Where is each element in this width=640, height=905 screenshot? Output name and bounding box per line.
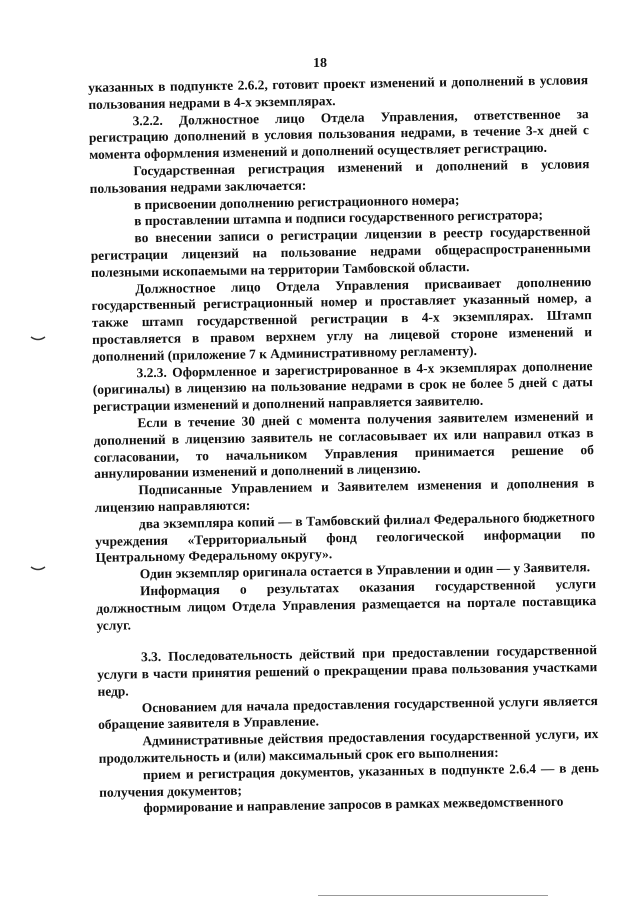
paragraph: прием и регистрация документов, указанных в подпункте 2.6.4 — в день получения документов; [99, 759, 599, 800]
page-number: 18 [313, 56, 327, 71]
page-bottom-line [318, 895, 548, 896]
paragraph: 3.2.2. Должностное лицо Отдела Управления, ответственное за регистрацию дополнений в условия пользования недрами, в течение 3-х дней с момента оформления изменений и дополнений осуществляет регистрацию. [88, 105, 589, 163]
paragraph: Основанием для начала предоставления государственной услуги является обращение заявителя в Управление. [98, 692, 598, 733]
paragraph: Административные действия предоставления государственной услуги, их продолжительность и (или) максимальный срок его выполнения: [98, 726, 599, 766]
list-item: во внесении записи о регистрации лицензии в реестр государственной регистрации лицензий на пользование недрами общераспространенными полезными ископаемыми на территории Тамбовской области. [90, 223, 591, 280]
document-body [88, 72, 600, 818]
paragraph: Подписанные Управлением и Заявителем изменения и дополнения в лицензию направляются: [94, 475, 595, 515]
paragraph: два экземпляра копий — в Тамбовский филиал Федерального бюджетного учреждения «Территориальный фонд геологической информации по Центральному Федеральному округу». [95, 508, 596, 566]
margin-mark [30, 336, 46, 342]
list-item: в проставлении штампа и подписи государственного регистратора; [134, 207, 543, 229]
paragraph: Должностное лицо Отдела Управления присваивает дополнению государственный регистрационный номер и проставляет указанный номер, а также штамп государственной регистрации в 4-х экземплярах. Штамп проставляется в правом верхнем углу на лицевой стороне изменений и дополнений (приложение 7 к Административному регламенту). [91, 273, 593, 364]
paragraph: формирование и направление запросов в рамках межведомственного [143, 794, 564, 816]
paragraph: указанных в подпункте 2.6.2, готовит проект изменений и дополнений в условия пользования недрами в 4-х экземплярах. [88, 72, 589, 112]
paragraph: Один экземпляр оригинала остается в Управлении и один — у Заявителя. [139, 559, 591, 582]
paragraph: 3.2.3. Оформленное и зарегистрированное в 4-х экземплярах дополнение (оригиналы) в лицензию на пользование недрами в срок не более 5 дней с даты регистрации изменений и дополнений направляется заявителю. [92, 357, 593, 415]
paragraph: Если в течение 30 дней с момента получения заявителем изменений и дополнений в лицензию заявитель не согласовывает их или направил отказ в согласовании, то начальником Управления принимается решение об аннулировании изменений и дополнений в лицензию. [93, 408, 594, 482]
margin-mark [30, 566, 46, 572]
section-heading: 3.3. Последовательность действий при предоставлении государственной услуги в части принятия решений о прекращении права пользования участками недр. [97, 642, 598, 699]
paragraph: Государственная регистрация изменений и дополнений в условия пользования недрами заключается: [89, 156, 590, 196]
list-item: в присвоении дополнению регистрационного номера; [133, 191, 460, 212]
paragraph: Информация о результатах оказания государственной услуги должностным лицом Отдела Управления размещается на портале поставщика услуг. [96, 575, 597, 633]
